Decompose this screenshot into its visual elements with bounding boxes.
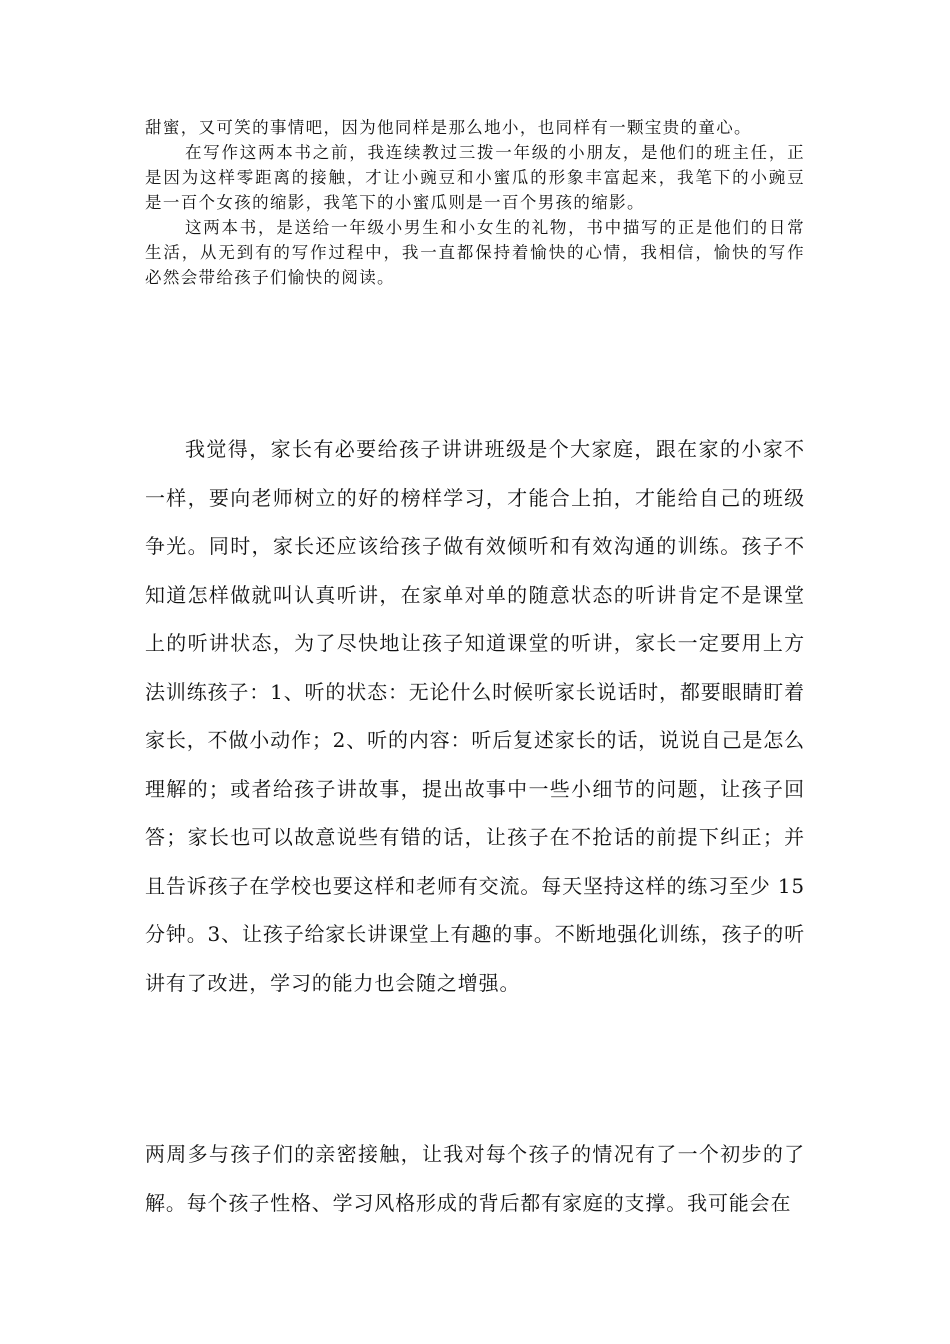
preface-paragraph-3: 这两本书，是送给一年级小男生和小女生的礼物，书中描写的正是他们的日常生活，从无到有的写作过程中，我一直都保持着愉快的心情，我相信，愉快的写作必然会带给孩子们愉快的阅读。 [145, 218, 805, 287]
teacher-observation-section [145, 1130, 805, 1227]
listening-training-paragraph: 我觉得，家长有必要给孩子讲讲班级是个大家庭，跟在家的小家不一样，要向老师树立的好的榜样学习，才能合上拍，才能给自己的班级争光。同时，家长还应该给孩子做有效倾听和有效沟通的训练。孩子不知道怎样做就叫认真听讲，在家单对单的随意状态的听讲肯定不是课堂上的听讲状态，为了尽快地让孩子知道课堂的听讲，家长一定要用上方法训练孩子：1、听的状态：无论什么时候听家长说话时，都要眼睛盯着家长，不做小动作；2、听的内容：听后复述家长的话，说说自己是怎么理解的；或者给孩子讲故事，提出故事中一些小细节的问题，让孩子回答；家长也可以故意说些有错的话，让孩子在不抢话的前提下纠正；并且告诉孩子在学校也要这样和老师有交流。每天坚持这样的练习至少 15 分钟。3、让孩子给家长讲课堂上有趣的事。不断地强化训练，孩子的听讲有了改进，学习的能力也会随之增强。 [145, 437, 805, 995]
preface-paragraph-2: 在写作这两本书之前，我连续教过三拨一年级的小朋友，是他们的班主任，正是因为这样零距离的接触，才让小豌豆和小蜜瓜的形象丰富起来，我笔下的小豌豆是一百个女孩的缩影，我笔下的小蜜瓜则是一百个男孩的缩影。 [145, 143, 805, 212]
book-preface-section [145, 115, 805, 290]
parent-advice-section [145, 425, 805, 1007]
observation-paragraph: 两周多与孩子们的亲密接触，让我对每个孩子的情况有了一个初步的了解。每个孩子性格、学习风格形成的背后都有家庭的支撑。我可能会在 [145, 1142, 805, 1215]
preface-paragraph-1: 甜蜜，又可笑的事情吧，因为他同样是那么地小，也同样有一颗宝贵的童心。 [145, 118, 752, 137]
document-page [145, 115, 805, 1215]
